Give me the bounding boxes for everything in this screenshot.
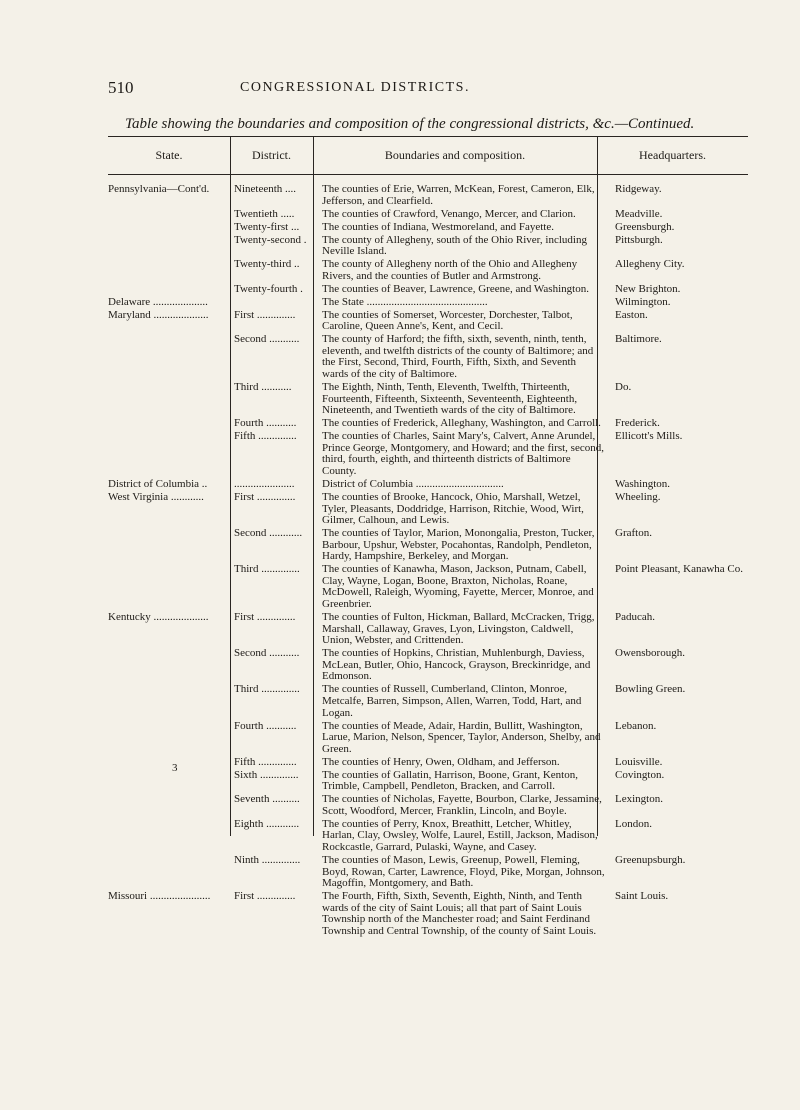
state-cell — [108, 334, 232, 380]
boundaries-cell: The counties of Brooke, Hancock, Ohio, Marshall, Wetzel, Tyler, Pleasants, Doddridge, Harrison, Ritchie, Wood, Wirt, Gilmer, Calhoun, and Lewis. — [322, 490, 584, 527]
district-cell: Twenty-fourth . — [234, 283, 303, 295]
district-cell: Twentieth ..... — [234, 208, 295, 220]
table-row — [108, 648, 748, 683]
state-cell — [108, 528, 232, 563]
headquarters-cell: Bowling Green. — [615, 683, 686, 696]
state-cell — [108, 418, 232, 430]
state-cell — [108, 794, 232, 817]
district-cell: Ninth .............. — [234, 855, 301, 867]
table-row — [108, 819, 748, 854]
boundaries-cell: The counties of Beaver, Lawrence, Greene, and Washington. — [322, 282, 589, 295]
state-cell — [108, 855, 232, 890]
district-cell: First .............. — [234, 491, 296, 503]
signature-mark: 3 — [172, 762, 178, 774]
boundaries-cell: The counties of Taylor, Marion, Monongalia, Preston, Tucker, Barbour, Upshur, Webster, Pocahontas, Randolph, Pendleton, Hardy, Hampshire, Berkeley, and Morgan. — [322, 527, 595, 563]
boundaries-cell: The counties of Frederick, Alleghany, Washington, and Carroll. — [322, 417, 601, 430]
table-row — [108, 209, 748, 221]
table-row — [108, 564, 748, 610]
district-cell: First .............. — [234, 309, 296, 321]
state-cell — [108, 564, 232, 610]
district-cell: Nineteenth .... — [234, 184, 297, 195]
state-cell: West Virginia ............ — [108, 491, 204, 503]
table-subtitle: Table showing the boundaries and composition of the congressional districts, &c.—Continued. — [125, 116, 695, 132]
headquarters-cell: Saint Louis. — [615, 890, 669, 903]
running-title: CONGRESSIONAL DISTRICTS. — [240, 80, 470, 95]
state-cell — [108, 431, 232, 477]
headquarters-cell: Washington. — [615, 477, 671, 490]
headquarters-cell: Greensburgh. — [615, 220, 675, 233]
state-cell: District of Columbia .. — [108, 478, 208, 490]
table-row — [108, 757, 748, 769]
boundaries-cell: The counties of Mason, Lewis, Greenup, Powell, Fleming, Boyd, Rowan, Carter, Lawrence, Floyd, Pike, Morgan, Johnson, Magoffin, Montgomery, and Bath. — [322, 854, 605, 890]
district-cell: Second ........... — [234, 648, 300, 660]
header-rule — [108, 174, 748, 175]
district-cell: Sixth .............. — [234, 769, 299, 781]
table-top-rule — [108, 136, 748, 137]
district-cell: Second ............ — [234, 528, 303, 540]
table-row — [108, 235, 748, 258]
state-cell — [108, 259, 232, 282]
district-cell: ...................... — [234, 478, 295, 490]
table-row — [108, 770, 748, 793]
state-cell — [108, 209, 232, 221]
headquarters-cell: Louisville. — [615, 755, 663, 768]
boundaries-cell: The counties of Kanawha, Mason, Jackson, Putnam, Cabell, Clay, Wayne, Logan, Boone, Braxton, Nicholas, Roane, McDowell, Raleigh, Wyoming, Fayette, Mercer, Monroe, and Greenbrier. — [322, 563, 594, 611]
headquarters-cell: Allegheny City. — [615, 258, 685, 271]
state-cell — [108, 648, 232, 683]
boundaries-cell: The counties of Indiana, Westmoreland, and Fayette. — [322, 220, 554, 233]
boundaries-cell: The counties of Perry, Knox, Breathitt, Letcher, Whitley, Harlan, Clay, Owsley, Wolfe, Laurel, Estill, Jackson, Madison, Rockcastle, Garrard, Pulaski, Wayne, and Casey. — [322, 817, 598, 854]
table-row — [108, 721, 748, 756]
table-row — [108, 382, 748, 417]
boundaries-cell: The counties of Nicholas, Fayette, Bourbon, Clarke, Jessamine, Scott, Woodford, Mercer, Franklin, Lincoln, and Boyle. — [322, 793, 602, 817]
table-body — [108, 184, 748, 939]
table-row — [108, 891, 748, 937]
table-row — [108, 222, 748, 234]
headquarters-cell: Lexington. — [615, 793, 663, 806]
table-row — [108, 310, 748, 333]
table-row — [108, 431, 748, 477]
state-cell — [108, 235, 232, 258]
district-cell: Third .............. — [234, 564, 300, 576]
district-cell: Fifth .............. — [234, 756, 297, 768]
table-row — [108, 297, 748, 309]
state-cell: Pennsylvania—Cont'd. — [108, 184, 210, 195]
page-number: 510 — [108, 78, 134, 97]
boundaries-cell: The counties of Crawford, Venango, Mercer, and Clarion. — [322, 207, 576, 220]
boundaries-cell: The counties of Erie, Warren, McKean, Forest, Cameron, Elk, Jefferson, and Clearfield. — [322, 183, 595, 207]
headquarters-cell: Ellicott's Mills. — [615, 430, 683, 443]
headquarters-cell: Easton. — [615, 308, 648, 321]
headquarters-cell: Baltimore. — [615, 333, 662, 346]
boundaries-cell: The counties of Somerset, Worcester, Dorchester, Talbot, Caroline, Queen Anne's, Kent, and Cecil. — [322, 308, 573, 333]
district-cell: Twenty-third .. — [234, 259, 300, 271]
state-cell: Kentucky .................... — [108, 612, 209, 624]
headquarters-cell: Point Pleasant, Kanawha Co. — [615, 563, 744, 576]
boundaries-cell: The county of Harford; the fifth, sixth, seventh, ninth, tenth, eleventh, and twelfth districts of the county of Baltimore; and the First, Second, Third, Fourth, Fifth, Sixth, and Seventh wards of the city of Baltimore. — [322, 333, 594, 381]
headquarters-cell: Do. — [615, 381, 632, 394]
state-cell — [108, 284, 232, 296]
state-cell — [108, 721, 232, 756]
table-row — [108, 492, 748, 527]
boundaries-cell: The counties of Charles, Saint Mary's, Calvert, Anne Arundel, Prince George, Montgomery, and Howard; and the first, second, third, fourth, eighth, and thirteenth districts of Baltimore County. — [322, 430, 604, 477]
boundaries-cell: The counties of Fulton, Hickman, Ballard, McCracken, Trigg, Marshall, Callaway, Graves, Lyon, Livingston, Caldwell, Union, Webster, and Crittenden. — [322, 611, 595, 647]
headquarters-cell: Frederick. — [615, 417, 660, 430]
boundaries-cell: The county of Allegheny, south of the Ohio River, including Neville Island. — [322, 233, 587, 258]
header-headquarters: Headquarters. — [639, 148, 706, 162]
headquarters-cell: Ridgeway. — [615, 183, 662, 195]
boundaries-cell: The county of Allegheny north of the Ohio and Allegheny Rivers, and the counties of Butler and Armstrong. — [322, 258, 578, 282]
district-cell: Fourth ........... — [234, 418, 297, 430]
headquarters-cell: Wilmington. — [615, 295, 671, 308]
headquarters-cell: New Brighton. — [615, 282, 681, 295]
district-cell: Twenty-first ... — [234, 221, 300, 233]
boundaries-cell: The State ............................................ — [322, 295, 488, 308]
district-cell: Seventh .......... — [234, 794, 300, 806]
district-cell: Third ........... — [234, 382, 292, 394]
state-cell — [108, 819, 232, 854]
table-row — [108, 612, 748, 647]
district-cell: Fifth .............. — [234, 431, 297, 443]
table-row — [108, 794, 748, 817]
table-row — [108, 334, 748, 380]
table-row — [108, 479, 748, 491]
state-cell — [108, 757, 232, 769]
table-row — [108, 855, 748, 890]
district-cell: Third .............. — [234, 684, 300, 696]
headquarters-cell: Wheeling. — [615, 490, 661, 503]
header-state: State. — [155, 148, 183, 162]
state-cell — [108, 770, 232, 793]
boundaries-cell: District of Columbia ................................ — [322, 477, 504, 490]
state-cell: Delaware .................... — [108, 296, 208, 308]
boundaries-cell: The Eighth, Ninth, Tenth, Eleventh, Twelfth, Thirteenth, Fourteenth, Fifteenth, Sixteenth, Seventeenth, Eighteenth, Nineteenth, and Twentieth wards of the city of Baltimore. — [322, 381, 578, 417]
boundaries-cell: The counties of Gallatin, Harrison, Boone, Grant, Kenton, Trimble, Campbell, Pendleton, Bracken, and Carroll. — [322, 768, 578, 793]
district-cell: Eighth ............ — [234, 818, 300, 830]
boundaries-cell: The counties of Henry, Owen, Oldham, and Jefferson. — [322, 755, 560, 768]
headquarters-cell: Greenupsburgh. — [615, 854, 686, 867]
boundaries-cell: The counties of Meade, Adair, Hardin, Bullitt, Washington, Larue, Marion, Nelson, Spencer, Taylor, Anderson, Shelby, and Green. — [322, 719, 601, 755]
district-cell: First .............. — [234, 891, 296, 903]
state-cell: Maryland .................... — [108, 309, 209, 321]
table-row — [108, 184, 748, 207]
headquarters-cell: Covington. — [615, 768, 665, 781]
header-boundaries: Boundaries and composition. — [384, 148, 526, 162]
boundaries-cell: The counties of Russell, Cumberland, Clinton, Monroe, Metcalfe, Barren, Simpson, Allen, Warren, Todd, Hart, and Logan. — [322, 683, 582, 719]
headquarters-cell: London. — [615, 817, 652, 830]
table-row — [108, 684, 748, 719]
headquarters-cell: Lebanon. — [615, 719, 657, 732]
table-row — [108, 284, 748, 296]
district-cell: Fourth ........... — [234, 720, 297, 732]
state-cell — [108, 222, 232, 234]
state-cell — [108, 684, 232, 719]
headquarters-cell: Meadville. — [615, 207, 663, 220]
table-row — [108, 528, 748, 563]
header-district: District. — [252, 148, 291, 162]
state-cell — [108, 382, 232, 417]
district-cell — [232, 297, 316, 309]
table-row — [108, 259, 748, 282]
state-cell: Missouri ...................... — [108, 891, 211, 903]
boundaries-cell: The Fourth, Fifth, Sixth, Seventh, Eighth, Ninth, and Tenth wards of the city of Saint Louis; all that part of Saint Louis Township north of the Manchester road; and Saint Ferdinand Township and Central Township, of the county of Saint Louis. — [322, 890, 597, 937]
headquarters-cell: Owensborough. — [615, 647, 685, 660]
district-cell: First .............. — [234, 612, 296, 624]
table-row — [108, 418, 748, 430]
boundaries-cell: The counties of Hopkins, Christian, Muhlenburgh, Daviess, McLean, Butler, Ohio, Hancock, Grayson, Breckinridge, and Edmonson. — [322, 647, 591, 683]
headquarters-cell: Paducah. — [615, 611, 656, 624]
headquarters-cell: Pittsburgh. — [615, 233, 663, 246]
district-cell: Second ........... — [234, 334, 300, 346]
headquarters-cell: Grafton. — [615, 527, 652, 540]
district-cell: Twenty-second . — [234, 234, 307, 246]
